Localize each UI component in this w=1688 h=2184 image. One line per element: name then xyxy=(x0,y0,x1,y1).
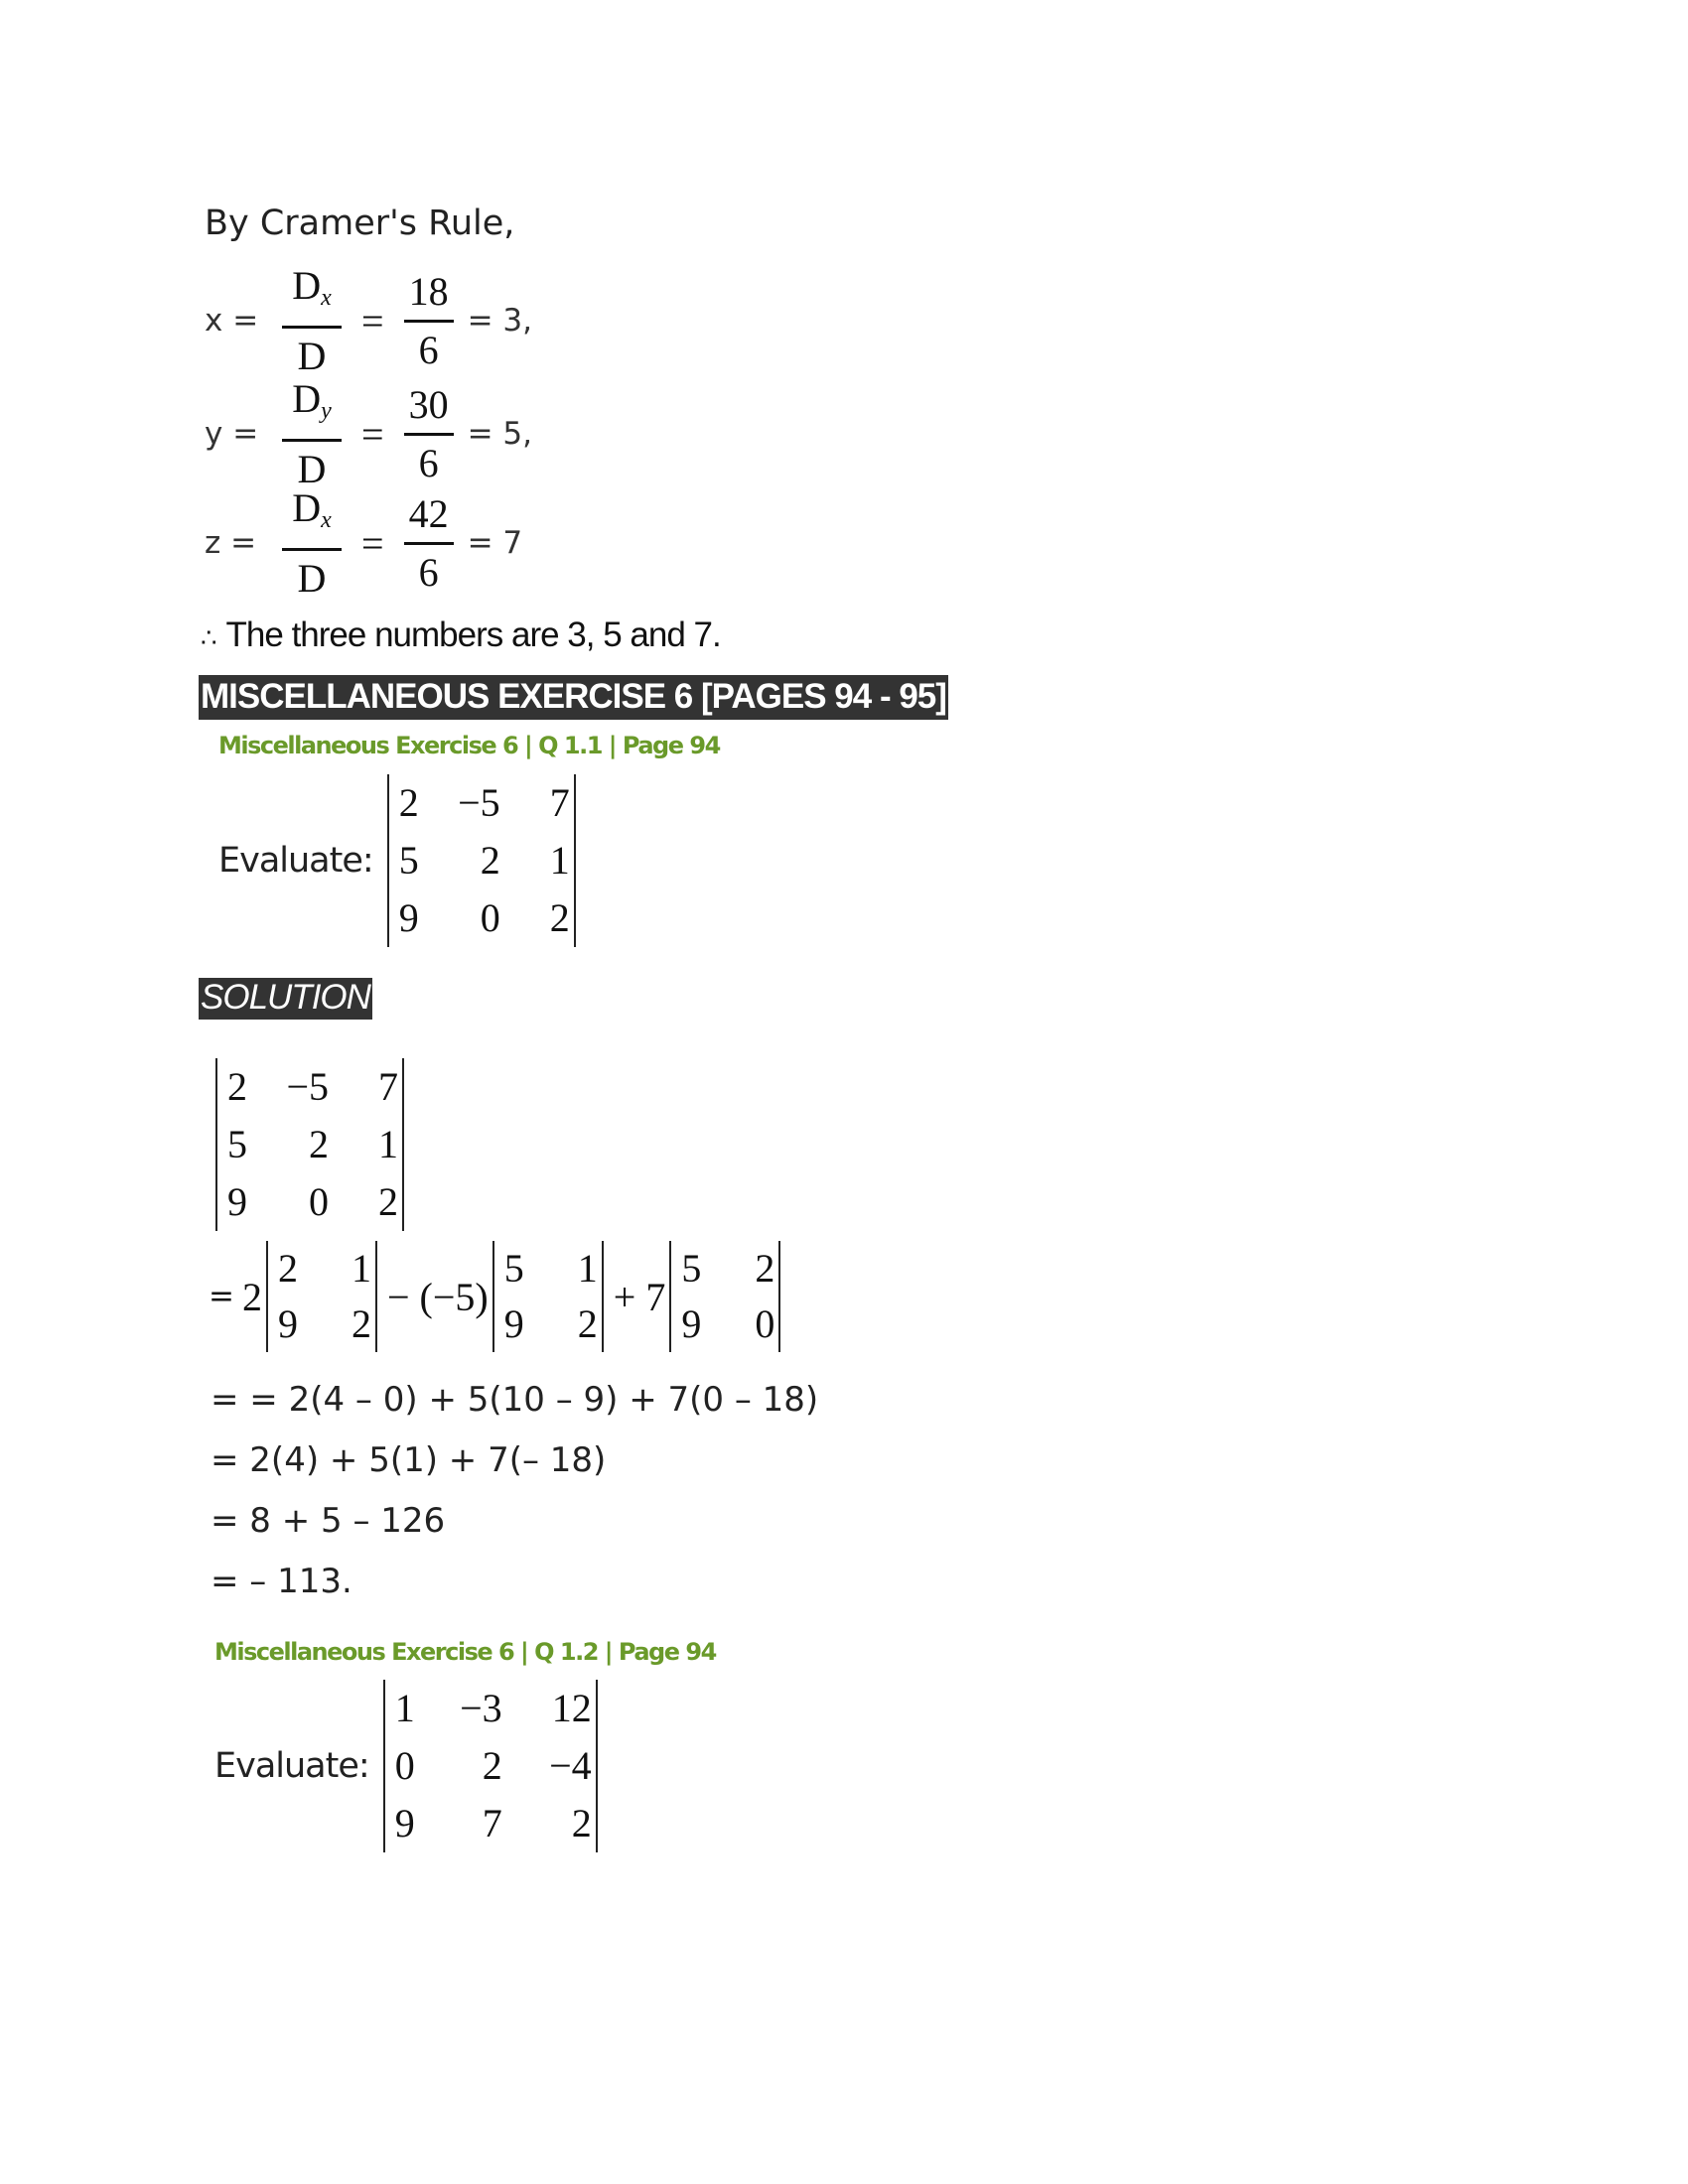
matrix-cell: 7 xyxy=(482,1801,502,1845)
evaluate-label: Evaluate: xyxy=(214,1746,369,1786)
equals-sign: = xyxy=(361,520,384,566)
matrix-cell: 5 xyxy=(398,838,419,883)
subscript: y xyxy=(321,397,332,424)
matrix-cell: 1 xyxy=(394,1686,415,1730)
numerator: D xyxy=(292,375,322,421)
matrix-cell: 7 xyxy=(549,780,570,825)
matrix-cell: −5 xyxy=(458,780,500,825)
equation-x xyxy=(205,262,532,378)
question-label-q1-2[interactable]: Miscellaneous Exercise 6 | Q 1.2 | Page 94 xyxy=(214,1638,716,1666)
matrix-cell: 12 xyxy=(551,1686,592,1730)
matrix-cell: 0 xyxy=(480,895,500,940)
equals-sign: = xyxy=(361,298,384,343)
therefore-symbol: ∴ xyxy=(201,622,216,652)
operator: + xyxy=(613,1274,636,1319)
equation-result: = 5, xyxy=(467,416,532,452)
denominator: D xyxy=(297,333,327,378)
section-header: MISCELLANEOUS EXERCISE 6 [PAGES 94 - 95] xyxy=(199,675,948,720)
conclusion-text: The three numbers are 3, 5 and 7. xyxy=(225,615,721,654)
solution-step-1: = = 2(4 – 0) + 5(10 – 9) + 7(0 – 18) xyxy=(211,1380,819,1420)
solution-step-4: = – 113. xyxy=(211,1562,352,1601)
matrix-cell: 2 xyxy=(351,1301,371,1346)
equation-lhs: x = xyxy=(205,303,259,339)
matrix-cell: 1 xyxy=(351,1246,371,1291)
determinant-3x3 xyxy=(383,1680,598,1852)
equation-y xyxy=(205,375,532,491)
fraction-dx-over-d xyxy=(282,262,342,380)
question-label-q1-1[interactable]: Miscellaneous Exercise 6 | Q 1.1 | Page 94 xyxy=(218,732,720,759)
matrix-cell: 9 xyxy=(277,1301,298,1346)
equation-result: = 3, xyxy=(467,303,532,339)
minor-determinant-3 xyxy=(669,1241,780,1352)
matrix-cell: −5 xyxy=(286,1064,329,1109)
matrix-cell: 0 xyxy=(394,1743,415,1788)
fraction-value xyxy=(404,381,454,487)
minor-determinant-2 xyxy=(492,1241,604,1352)
matrix-cell: 5 xyxy=(681,1246,702,1291)
matrix-cell: 1 xyxy=(378,1122,398,1166)
numerator: D xyxy=(292,262,322,308)
matrix-cell: −4 xyxy=(549,1743,592,1788)
cofactor-expansion xyxy=(209,1241,780,1352)
matrix-cell: 2 xyxy=(398,780,419,825)
matrix-cell: 2 xyxy=(277,1246,298,1291)
equation-lhs: y = xyxy=(205,416,259,452)
matrix-cell: 2 xyxy=(577,1301,598,1346)
matrix-cell: 2 xyxy=(227,1064,247,1109)
evaluate-label: Evaluate: xyxy=(218,841,373,881)
matrix-cell: 1 xyxy=(577,1246,598,1291)
matrix-cell: −3 xyxy=(460,1686,502,1730)
matrix-cell: 5 xyxy=(503,1246,524,1291)
question-q1-1 xyxy=(218,774,576,947)
equation-result: = 7 xyxy=(467,525,523,561)
denominator: 6 xyxy=(418,327,439,372)
matrix-cell: 2 xyxy=(482,1743,502,1788)
solution-badge: SOLUTION xyxy=(199,978,372,1020)
denominator: D xyxy=(297,555,327,601)
operator: − xyxy=(386,1274,410,1319)
numerator: 30 xyxy=(408,381,449,427)
matrix-cell: 7 xyxy=(378,1064,398,1109)
question-q1-2 xyxy=(214,1680,598,1852)
fraction-dy-over-d xyxy=(282,375,342,493)
matrix-cell: 1 xyxy=(549,838,570,883)
matrix-cell: 9 xyxy=(503,1301,524,1346)
minor-determinant-1 xyxy=(266,1241,377,1352)
solution-determinant xyxy=(215,1058,404,1231)
solution-step-3: = 8 + 5 – 126 xyxy=(211,1501,446,1541)
matrix-cell: 2 xyxy=(309,1122,329,1166)
matrix-cell: 2 xyxy=(378,1179,398,1224)
denominator: 6 xyxy=(418,549,439,595)
matrix-cell: 9 xyxy=(394,1801,415,1845)
coefficient: 7 xyxy=(645,1274,666,1319)
fraction-value xyxy=(404,268,454,374)
fraction-dz-over-d xyxy=(282,484,342,603)
coefficient: 2 xyxy=(241,1274,262,1319)
matrix-cell: 0 xyxy=(755,1301,775,1346)
determinant-3x3 xyxy=(215,1058,404,1231)
solution-step-2: = 2(4) + 5(1) + 7(– 18) xyxy=(211,1440,607,1480)
numerator: D xyxy=(292,484,322,530)
denominator: 6 xyxy=(418,440,439,485)
numerator: 42 xyxy=(408,490,449,536)
matrix-cell: 2 xyxy=(549,895,570,940)
equals-sign: = xyxy=(209,1279,234,1314)
conclusion xyxy=(201,615,721,655)
matrix-cell: 5 xyxy=(227,1122,247,1166)
subscript: x xyxy=(321,506,332,533)
matrix-cell: 0 xyxy=(309,1179,329,1224)
matrix-cell: 2 xyxy=(755,1246,775,1291)
equation-z xyxy=(205,484,523,601)
matrix-cell: 9 xyxy=(227,1179,247,1224)
denominator: D xyxy=(297,446,327,491)
equals-sign: = xyxy=(361,411,384,457)
coefficient: (−5) xyxy=(419,1274,489,1319)
equation-lhs: z = xyxy=(205,525,257,561)
numerator: 18 xyxy=(408,268,449,314)
cramers-rule-intro: By Cramer's Rule, xyxy=(205,204,515,243)
matrix-cell: 2 xyxy=(571,1801,592,1845)
fraction-value xyxy=(404,490,454,597)
subscript: x xyxy=(321,284,332,311)
matrix-cell: 2 xyxy=(480,838,500,883)
determinant-3x3 xyxy=(387,774,576,947)
matrix-cell: 9 xyxy=(398,895,419,940)
matrix-cell: 9 xyxy=(681,1301,702,1346)
